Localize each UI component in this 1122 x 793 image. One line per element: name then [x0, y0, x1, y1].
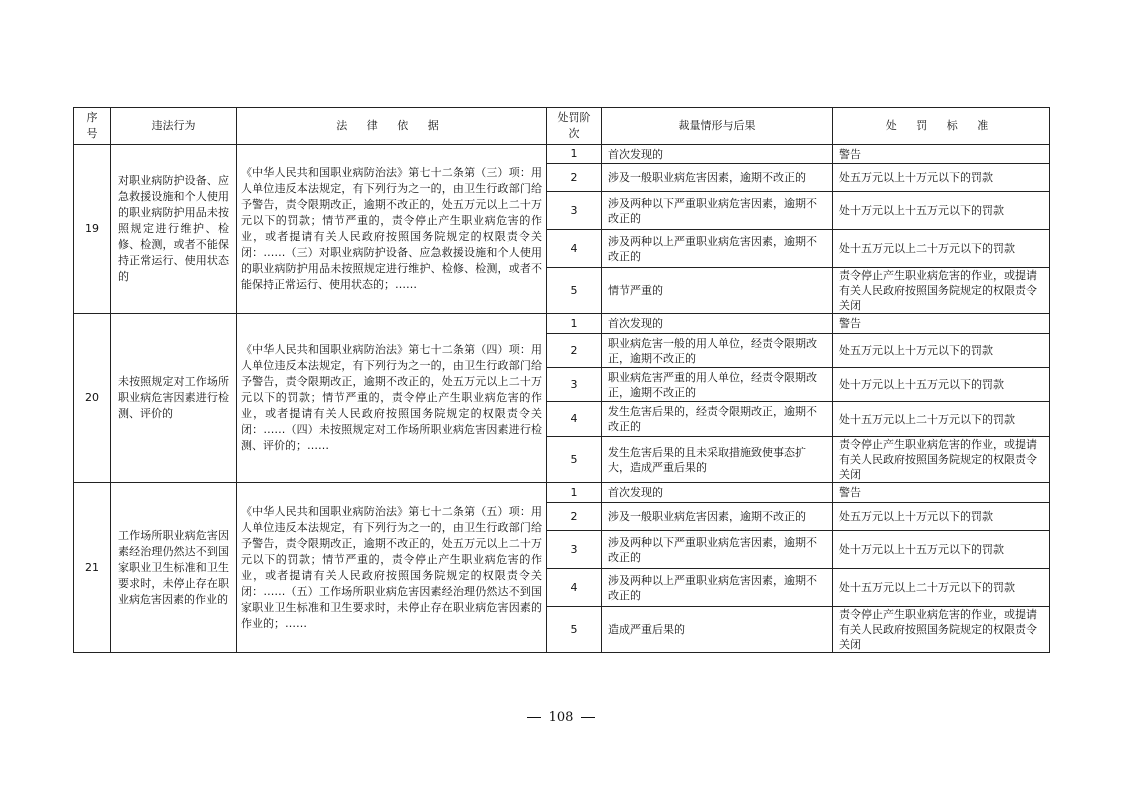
- case-legal-basis: 《中华人民共和国职业病防治法》第七十二条第（五）项：用人单位违反本法规定，有下列行为之一的，由卫生行政部门给予警告，责令限期改正，逾期不改正的，处五万元以上二十万元以下的罚款；情节严重的，责令停止产生职业病危害的作业，或者提请有关人民政府按照国务院规定的权限责令关闭：……（五）工作场所职业病危害因素经治理仍然达不到国家职业卫生标准和卫生要求时，未停止存在职业病危害因素的作业的；……: [237, 483, 547, 653]
- discretion-situation: 职业病危害严重的用人单位，经责令限期改正，逾期不改正的: [602, 368, 833, 402]
- header-violation: 违法行为: [111, 108, 237, 145]
- penalty-standard: 处十五万元以上二十万元以下的罚款: [833, 402, 1050, 437]
- penalty-standard: 处五万元以上十万元以下的罚款: [833, 164, 1050, 192]
- penalty-level: 2: [547, 503, 602, 531]
- penalty-standard: 处十五万元以上二十万元以下的罚款: [833, 569, 1050, 607]
- penalty-standard: 警告: [833, 145, 1050, 164]
- discretion-situation: 涉及两种以下严重职业病危害因素，逾期不改正的: [602, 192, 833, 230]
- discretion-situation: 造成严重后果的: [602, 607, 833, 653]
- penalty-level: 2: [547, 164, 602, 192]
- table-row: [74, 483, 1050, 503]
- penalty-standards-table: [73, 107, 1050, 653]
- header-penalty-standard: 处 罚 标 准: [833, 108, 1050, 145]
- penalty-level: 4: [547, 230, 602, 268]
- penalty-level: 3: [547, 531, 602, 569]
- case-serial-number: 20: [74, 314, 111, 483]
- footer-dash-left: [527, 717, 541, 718]
- header-discretion-situation: 裁量情形与后果: [602, 108, 833, 145]
- discretion-situation: 涉及一般职业病危害因素，逾期不改正的: [602, 503, 833, 531]
- penalty-standard: 责令停止产生职业病危害的作业，或提请有关人民政府按照国务院规定的权限责令关闭: [833, 607, 1050, 653]
- discretion-situation: 首次发现的: [602, 145, 833, 164]
- penalty-standard: 处十万元以上十五万元以下的罚款: [833, 368, 1050, 402]
- penalty-level: 4: [547, 569, 602, 607]
- discretion-situation: 首次发现的: [602, 483, 833, 503]
- table-header-row: [74, 108, 1050, 145]
- penalty-standard: 处十万元以上十五万元以下的罚款: [833, 531, 1050, 569]
- page-footer: [0, 710, 1122, 725]
- discretion-situation: 发生危害后果的，经责令限期改正，逾期不改正的: [602, 402, 833, 437]
- discretion-situation: 情节严重的: [602, 268, 833, 314]
- penalty-level: 1: [547, 483, 602, 503]
- case-violation-description: 未按照规定对工作场所职业病危害因素进行检测、评价的: [111, 314, 237, 483]
- penalty-level: 5: [547, 607, 602, 653]
- discretion-situation: 首次发现的: [602, 314, 833, 334]
- header-serial-number: 序号: [74, 108, 111, 145]
- discretion-situation: 发生危害后果的且未采取措施致使事态扩大，造成严重后果的: [602, 437, 833, 483]
- penalty-standard: 责令停止产生职业病危害的作业，或提请有关人民政府按照国务院规定的权限责令关闭: [833, 268, 1050, 314]
- discretion-situation: 职业病危害一般的用人单位，经责令限期改正，逾期不改正的: [602, 334, 833, 368]
- penalty-level: 3: [547, 368, 602, 402]
- discretion-situation: 涉及两种以上严重职业病危害因素，逾期不改正的: [602, 569, 833, 607]
- penalty-standard: 警告: [833, 483, 1050, 503]
- page-number: 108: [548, 710, 574, 725]
- header-legal-basis: 法 律 依 据: [237, 108, 547, 145]
- penalty-level: 5: [547, 268, 602, 314]
- penalty-level: 5: [547, 437, 602, 483]
- penalty-level: 2: [547, 334, 602, 368]
- discretion-situation: 涉及一般职业病危害因素，逾期不改正的: [602, 164, 833, 192]
- penalty-standard: 处五万元以上十万元以下的罚款: [833, 334, 1050, 368]
- penalty-level: 3: [547, 192, 602, 230]
- header-penalty-level: 处罚阶次: [547, 108, 602, 145]
- penalty-level: 1: [547, 145, 602, 164]
- footer-dash-right: [581, 717, 595, 718]
- penalty-level: 4: [547, 402, 602, 437]
- penalty-standard: 处五万元以上十万元以下的罚款: [833, 503, 1050, 531]
- table-row: [74, 145, 1050, 164]
- penalty-standard: 责令停止产生职业病危害的作业，或提请有关人民政府按照国务院规定的权限责令关闭: [833, 437, 1050, 483]
- table-body: [74, 145, 1050, 653]
- case-violation-description: 对职业病防护设备、应急救援设施和个人使用的职业病防护用品未按照规定进行维护、检修、检测，或者不能保持正常运行、使用状态的: [111, 145, 237, 314]
- penalty-level: 1: [547, 314, 602, 334]
- case-legal-basis: 《中华人民共和国职业病防治法》第七十二条第（四）项：用人单位违反本法规定，有下列行为之一的，由卫生行政部门给予警告，责令限期改正，逾期不改正的，处五万元以上二十万元以下的罚款；情节严重的，责令停止产生职业病危害的作业，或者提请有关人民政府按照国务院规定的权限责令关闭：……（四）未按照规定对工作场所职业病危害因素进行检测、评价的；……: [237, 314, 547, 483]
- discretion-situation: 涉及两种以上严重职业病危害因素，逾期不改正的: [602, 230, 833, 268]
- penalty-standard: 处十万元以上十五万元以下的罚款: [833, 192, 1050, 230]
- penalty-standard: 处十五万元以上二十万元以下的罚款: [833, 230, 1050, 268]
- case-violation-description: 工作场所职业病危害因素经治理仍然达不到国家职业卫生标准和卫生要求时，未停止存在职业病危害因素的作业的: [111, 483, 237, 653]
- penalty-standard: 警告: [833, 314, 1050, 334]
- table-row: [74, 314, 1050, 334]
- case-serial-number: 21: [74, 483, 111, 653]
- discretion-situation: 涉及两种以下严重职业病危害因素，逾期不改正的: [602, 531, 833, 569]
- case-serial-number: 19: [74, 145, 111, 314]
- case-legal-basis: 《中华人民共和国职业病防治法》第七十二条第（三）项：用人单位违反本法规定，有下列行为之一的，由卫生行政部门给予警告，责令限期改正，逾期不改正的，处五万元以上二十万元以下的罚款；情节严重的，责令停止产生职业病危害的作业，或者提请有关人民政府按照国务院规定的权限责令关闭：……（三）对职业病防护设备、应急救援设施和个人使用的职业病防护用品未按照规定进行维护、检修、检测，或者不能保持正常运行、使用状态的；……: [237, 145, 547, 314]
